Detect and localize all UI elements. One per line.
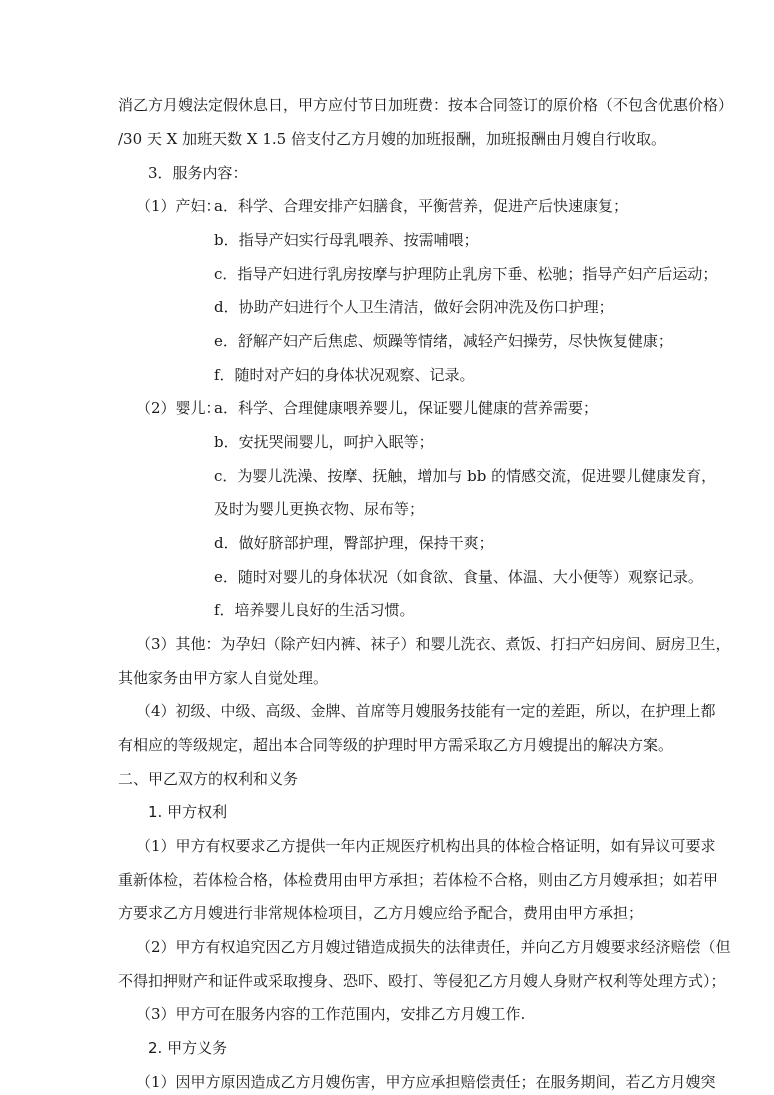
baby-item-f: f．培养婴儿良好的生活习惯。 <box>214 601 415 619</box>
rights-heading: 1. 甲方权利 <box>148 803 228 821</box>
mother-item-c: c．指导产妇进行乳房按摩与护理防止乳房下垂、松驰；指导产妇产后运动； <box>214 265 718 283</box>
section-3-heading: 3．服务内容： <box>148 164 248 182</box>
mother-item-a: a．科学、合理安排产妇膳食，平衡营养，促进产后快速康复； <box>214 197 628 215</box>
baby-item-a: a．科学、合理健康喂养婴儿，保证婴儿健康的营养需要； <box>214 399 598 417</box>
duties-heading: 2. 甲方义务 <box>148 1039 228 1057</box>
rights-p2-line-2: 不得扣押财产和证件或采取搜身、恐吓、殴打、等侵犯乙方月嫂人身财产权利等处理方式）； <box>118 972 726 990</box>
baby-item-c: c．为婴儿洗澡、按摩、抚触，增加与 bb 的情感交流，促进婴儿健康发育， <box>214 467 717 485</box>
mother-item-b: b．指导产妇实行母乳喂养、按需哺喂； <box>214 231 479 249</box>
part-2-heading: 二、甲乙双方的权利和义务 <box>118 770 299 788</box>
other-line-1: （3）其他：为孕妇（除产妇内裤、袜子）和婴儿洗衣、煮饭、打扫产妇房间、厨房卫生， <box>136 635 731 653</box>
levels-line-2: 有相应的等级规定，超出本合同等级的护理时甲方需采取乙方月嫂提出的解决方案。 <box>118 736 674 754</box>
rights-p1-line-2: 重新体检，若体检合格，体检费用由甲方承担；若体检不合格，则由乙方月嫂承担；如若甲 <box>118 871 719 889</box>
intro-line-1: 消乙方月嫂法定假休息日，甲方应付节日加班费：按本合同签订的原价格（不包含优惠价格） <box>118 96 734 114</box>
intro-line-2: /30 天 X 加班天数 X 1.5 倍支付乙方月嫂的加班报酬，加班报酬由月嫂自行收取。 <box>118 130 666 148</box>
mother-item-d: d．协助产妇进行个人卫生清洁，做好会阴冲洗及伤口护理； <box>214 298 614 316</box>
baby-item-b: b．安抚哭闹婴儿，呵护入眠等； <box>214 433 434 451</box>
baby-item-d: d．做好脐部护理，臀部护理，保持干爽； <box>214 534 494 552</box>
rights-p3: （3）甲方可在服务内容的工作范围内，安排乙方月嫂工作. <box>136 1005 526 1023</box>
rights-p1-line-1: （1）甲方有权要求乙方提供一年内正规医疗机构出具的体检合格证明，如有异议可要求 <box>136 837 716 855</box>
baby-item-e: e．随时对婴儿的身体状况（如食欲、食量、体温、大小便等）观察记录。 <box>214 568 703 586</box>
rights-p2-line-1: （2）甲方有权追究因乙方月嫂过错造成损失的法律责任，并向乙方月嫂要求经济赔偿（但 <box>136 938 731 956</box>
rights-p1-line-3: 方要求乙方月嫂进行非常规体检项目，乙方月嫂应给予配合，费用由甲方承担； <box>118 904 644 922</box>
baby-item-c-cont: 及时为婴儿更换衣物、尿布等； <box>214 500 425 518</box>
mother-item-f: f．随时对产妇的身体状况观察、记录。 <box>214 366 475 384</box>
duties-p1: （1）因甲方原因造成乙方月嫂伤害，甲方应承担赔偿责任；在服务期间，若乙方月嫂突 <box>136 1073 716 1091</box>
other-line-2: 其他家务由甲方家人自觉处理。 <box>118 669 329 687</box>
mother-label: （1）产妇： <box>136 197 221 215</box>
mother-item-e: e．舒解产妇产后焦虑、烦躁等情绪，减轻产妇操劳，尽快恢复健康； <box>214 332 673 350</box>
baby-label: （2）婴儿： <box>136 399 221 417</box>
levels-line-1: （4）初级、中级、高级、金牌、首席等月嫂服务技能有一定的差距，所以，在护理上都 <box>136 702 716 720</box>
